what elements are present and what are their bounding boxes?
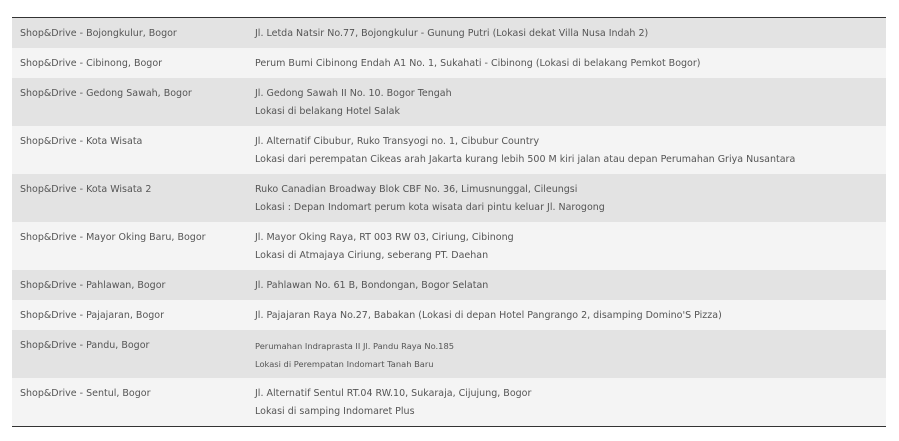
address-line: Jl. Alternatif Cibubur, Ruko Transyogi no. 1, Cibubur Country — [255, 136, 540, 147]
table-row — [12, 78, 886, 126]
store-name: Shop&Drive - Pandu, Bogor — [12, 330, 247, 378]
location-note: Lokasi dari perempatan Cikeas arah Jakarta kurang lebih 500 M kiri jalan atau depan Perumahan Griya Nusantara — [255, 154, 796, 165]
store-list-table — [12, 17, 886, 427]
location-note: Lokasi di Atmajaya Ciriung, seberang PT. Daehan — [255, 250, 489, 261]
address-line: Perumahan Indraprasta II Jl. Pandu Raya No.185 — [255, 341, 455, 351]
location-note: Lokasi di Perempatan Indomart Tanah Baru — [255, 359, 434, 369]
store-address — [247, 300, 886, 330]
store-name: Shop&Drive - Pajajaran, Bogor — [12, 300, 247, 330]
table-row — [12, 330, 886, 378]
location-note: Lokasi : Depan Indomart perum kota wisata dari pintu keluar Jl. Narogong — [255, 202, 605, 213]
location-note: Lokasi di belakang Hotel Salak — [255, 106, 400, 117]
store-address — [247, 330, 886, 378]
table-row — [12, 300, 886, 330]
store-address — [247, 270, 886, 300]
table-row — [12, 270, 886, 300]
table-row — [12, 174, 886, 222]
store-address — [247, 48, 886, 78]
store-address — [247, 174, 886, 222]
table-row — [12, 48, 886, 78]
address-line: Jl. Gedong Sawah II No. 10. Bogor Tengah — [255, 88, 452, 99]
store-name: Shop&Drive - Pahlawan, Bogor — [12, 270, 247, 300]
store-name: Shop&Drive - Sentul, Bogor — [12, 378, 247, 426]
store-name: Shop&Drive - Mayor Oking Baru, Bogor — [12, 222, 247, 270]
store-address — [247, 126, 886, 174]
address-line: Jl. Pajajaran Raya No.27, Babakan (Lokasi di depan Hotel Pangrango 2, disamping Domino'S Pizza) — [255, 310, 722, 321]
store-name: Shop&Drive - Kota Wisata — [12, 126, 247, 174]
store-address — [247, 378, 886, 426]
store-name: Shop&Drive - Kota Wisata 2 — [12, 174, 247, 222]
address-line: Jl. Mayor Oking Raya, RT 003 RW 03, Ciriung, Cibinong — [255, 232, 514, 243]
store-address — [247, 78, 886, 126]
store-name: Shop&Drive - Bojongkulur, Bogor — [12, 18, 247, 48]
table-row — [12, 222, 886, 270]
location-note: Lokasi di samping Indomaret Plus — [255, 406, 415, 417]
store-address — [247, 222, 886, 270]
table-row — [12, 18, 886, 48]
address-line: Jl. Alternatif Sentul RT.04 RW.10, Sukaraja, Cijujung, Bogor — [255, 388, 532, 399]
address-line: Perum Bumi Cibinong Endah A1 No. 1, Sukahati - Cibinong (Lokasi di belakang Pemkot Bogor) — [255, 58, 701, 69]
store-name: Shop&Drive - Cibinong, Bogor — [12, 48, 247, 78]
address-line: Ruko Canadian Broadway Blok CBF No. 36, Limusnunggal, Cileungsi — [255, 184, 578, 195]
store-name: Shop&Drive - Gedong Sawah, Bogor — [12, 78, 247, 126]
store-address — [247, 18, 886, 48]
table-row — [12, 378, 886, 426]
address-line: Jl. Pahlawan No. 61 B, Bondongan, Bogor Selatan — [255, 280, 489, 291]
address-line: Jl. Letda Natsir No.77, Bojongkulur - Gunung Putri (Lokasi dekat Villa Nusa Indah 2) — [255, 28, 649, 39]
table-row — [12, 126, 886, 174]
